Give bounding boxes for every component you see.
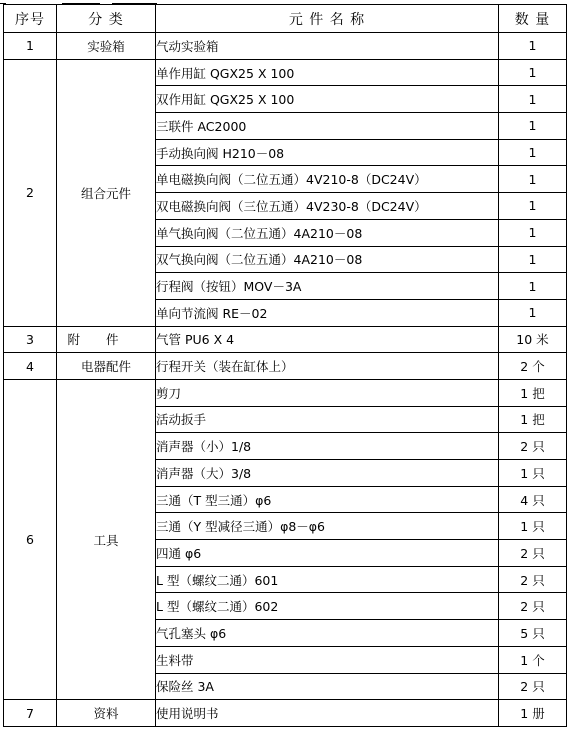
item-quantity: 1: [499, 59, 567, 86]
item-name: 生料带: [156, 646, 499, 673]
table-row: [4, 353, 567, 380]
item-name: 三联件 AC2000: [156, 113, 499, 140]
table-row: [4, 700, 567, 727]
parts-list-table: [3, 4, 567, 727]
item-name: 三通（T 型三通）φ6: [156, 486, 499, 513]
header-no: 序号: [4, 5, 57, 33]
table-row: [4, 33, 567, 60]
item-name: 单作用缸 QGX25 X 100: [156, 59, 499, 86]
item-name: 气孔塞头 φ6: [156, 620, 499, 647]
item-name: 气动实验箱: [156, 33, 499, 60]
group-number: 7: [4, 700, 57, 727]
item-quantity: 1: [499, 113, 567, 140]
table-header-row: [4, 5, 567, 33]
item-name: 手动换向阀 H210－08: [156, 139, 499, 166]
item-quantity: 2 只: [499, 673, 567, 700]
item-quantity: 1: [499, 273, 567, 300]
item-quantity: 2 只: [499, 433, 567, 460]
group-category: 电器配件: [57, 353, 156, 380]
item-quantity: 1 个: [499, 646, 567, 673]
item-quantity: 1 只: [499, 460, 567, 487]
item-quantity: 5 只: [499, 620, 567, 647]
header-category: 分 类: [57, 5, 156, 33]
table-row: [4, 59, 567, 86]
item-name: 单电磁换向阀（二位五通）4V210-8（DC24V）: [156, 166, 499, 193]
item-quantity: 1 把: [499, 379, 567, 406]
item-name: 行程开关（装在缸体上）: [156, 353, 499, 380]
item-quantity: 4 只: [499, 486, 567, 513]
header-name: 元 件 名 称: [156, 5, 499, 33]
item-name: 三通（Y 型减径三通）φ8－φ6: [156, 513, 499, 540]
item-quantity: 1: [499, 193, 567, 220]
item-name: 单向节流阀 RE－02: [156, 299, 499, 326]
table-row: [4, 379, 567, 406]
item-quantity: 1: [499, 33, 567, 60]
item-name: 活动扳手: [156, 406, 499, 433]
item-name: 行程阀（按钮）MOV－3A: [156, 273, 499, 300]
item-quantity: 2 只: [499, 566, 567, 593]
item-name: 消声器（大）3/8: [156, 460, 499, 487]
item-name: 保险丝 3A: [156, 673, 499, 700]
item-name: 双电磁换向阀（三位五通）4V230-8（DC24V）: [156, 193, 499, 220]
parts-body: [4, 33, 567, 727]
group-category: 附件: [57, 326, 156, 353]
group-category: 工具: [57, 379, 156, 699]
item-quantity: 1 册: [499, 700, 567, 727]
header-qty: 数 量: [499, 5, 567, 33]
item-name: 使用说明书: [156, 700, 499, 727]
group-number: 4: [4, 353, 57, 380]
item-name: 剪刀: [156, 379, 499, 406]
item-name: 消声器（小）1/8: [156, 433, 499, 460]
group-category: 资料: [57, 700, 156, 727]
item-quantity: 2 只: [499, 593, 567, 620]
item-quantity: 1 把: [499, 406, 567, 433]
item-quantity: 2 只: [499, 540, 567, 567]
item-quantity: 1: [499, 166, 567, 193]
table-row: [4, 326, 567, 353]
item-quantity: 1: [499, 299, 567, 326]
item-quantity: 1 只: [499, 513, 567, 540]
group-category: 组合元件: [57, 59, 156, 326]
group-category: 实验箱: [57, 33, 156, 60]
item-quantity: 1: [499, 246, 567, 273]
item-name: 四通 φ6: [156, 540, 499, 567]
item-quantity: 10 米: [499, 326, 567, 353]
item-quantity: 1: [499, 139, 567, 166]
group-number: 3: [4, 326, 57, 353]
item-quantity: 2 个: [499, 353, 567, 380]
item-name: 双作用缸 QGX25 X 100: [156, 86, 499, 113]
item-name: 气管 PU6 X 4: [156, 326, 499, 353]
item-quantity: 1: [499, 219, 567, 246]
item-name: 双气换向阀（二位五通）4A210－08: [156, 246, 499, 273]
group-number: 2: [4, 59, 57, 326]
group-number: 6: [4, 379, 57, 699]
item-name: 单气换向阀（二位五通）4A210－08: [156, 219, 499, 246]
item-name: L 型（螺纹二通）601: [156, 566, 499, 593]
item-name: L 型（螺纹二通）602: [156, 593, 499, 620]
item-quantity: 1: [499, 86, 567, 113]
group-number: 1: [4, 33, 57, 60]
